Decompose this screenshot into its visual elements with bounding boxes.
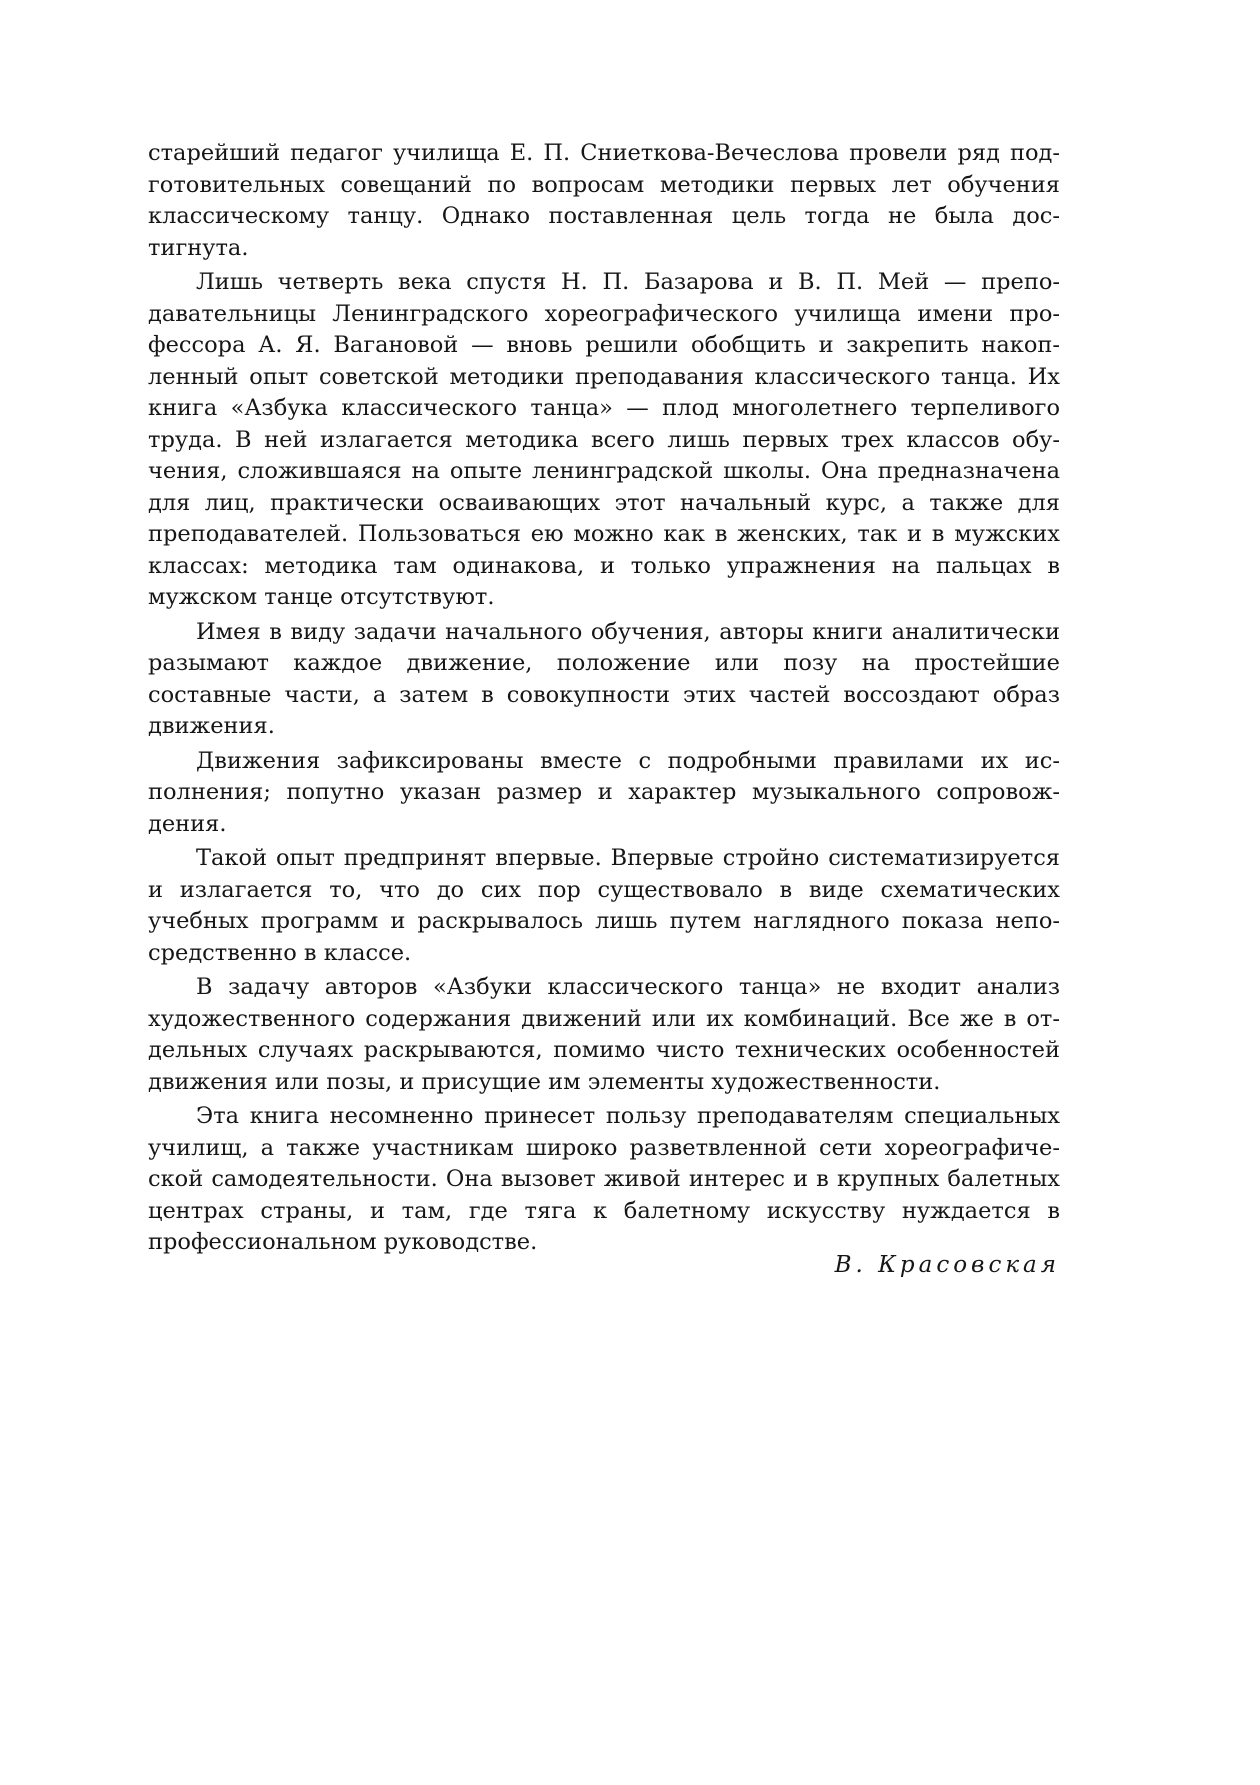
body-text	[148, 138, 1060, 1262]
paragraph-4: Движения зафиксированы вместе с подробными правилами их исполнения; попутно указан размер и характер музыкального сопровождения.	[148, 747, 1060, 837]
paragraph-6: В задачу авторов «Азбуки классического танца» не входит анализ художественного содержания движений или их комбинаций. Все же в отдельных случаях раскрываются, помимо чисто технических особенностей движения или позы, и присущие им элементы художественности.	[148, 974, 1060, 1095]
paragraph-5: Такой опыт предпринят впервые. Впервые стройно систематизируется и излагается то, что до сих пор существовало в виде схематических учебных программ и раскрывалось лишь путем наглядного показа непосредственно в классе.	[148, 845, 1060, 966]
author-signature: В. Красовская	[834, 1252, 1060, 1278]
paragraph-7: Эта книга несомненно принесет пользу преподавателям специальных училищ, а также участникам широко разветвленной сети хореографической самодеятельности. Она вызовет живой интерес и в крупных балетных центрах страны, и там, где тяга к балетному искусству нуждается в профессиональном руководстве.	[148, 1103, 1060, 1255]
paragraph-2: Лишь четверть века спустя Н. П. Базарова и В. П. Мей — преподавательницы Ленинградского хореографического училища имени профессора А. Я. Вагановой — вновь решили обобщить и закрепить накопленный опыт советской методики преподавания классического танца. Их книга «Азбука классического танца» — плод многолетнего терпеливого труда. В ней излагается методика всего лишь первых трех классов обучения, сложившаяся на опыте ленинградской школы. Она предназначена для лиц, практически осваивающих этот начальный курс, а также для преподавателей. Пользоваться ею можно как в женских, так и в мужских классах: методика там одинакова, и только упражнения на пальцах в мужском танце отсутствуют.	[148, 269, 1060, 610]
paragraph-3: Имея в виду задачи начального обучения, авторы книги аналитически разымают каждое движение, положение или позу на простейшие составные части, а затем в совокупности этих частей воссоздают образ движения.	[148, 618, 1060, 739]
paragraph-1: старейший педагог училища Е. П. Сниеткова-Вечеслова провели ряд подготовительных совещаний по вопросам методики первых лет обучения классическому танцу. Однако поставленная цель тогда не была достигнута.	[148, 140, 1060, 261]
